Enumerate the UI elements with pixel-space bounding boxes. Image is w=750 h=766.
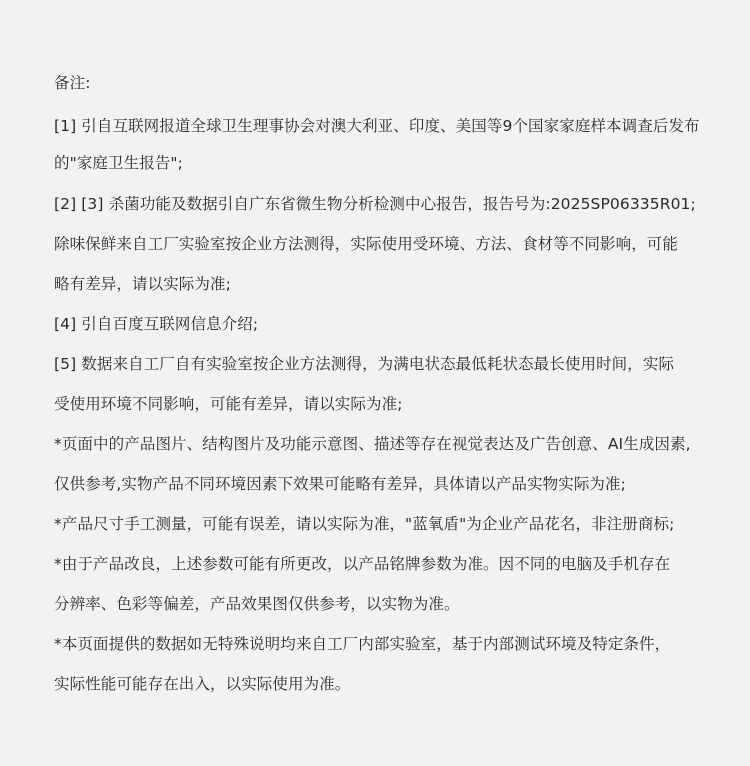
note-line: 除味保鲜来自工厂实验室按企业方法测得，实际使用受环境、方法、食材等不同影响，可能: [54, 235, 679, 253]
note-line: [2] [3] 杀菌功能及数据引自广东省微生物分析检测中心报告，报告号为:2025SP06335R01;: [54, 195, 696, 213]
note-line: *本页面提供的数据如无特殊说明均来自工厂内部实验室，基于内部测试环境及特定条件，: [54, 635, 671, 653]
note-line: *产品尺寸手工测量，可能有误差，请以实际为准，"蓝氧盾"为企业产品花名，非注册商标;: [54, 515, 675, 533]
note-line: 仅供参考,实物产品不同环境因素下效果可能略有差异，具体请以产品实物实际为准;: [54, 475, 626, 493]
note-line: 实际性能可能存在出入，以实际使用为准。: [54, 675, 351, 693]
note-line: 分辨率、色彩等偏差，产品效果图仅供参考，以实物为准。: [54, 595, 460, 613]
note-line: 略有差异，请以实际为准;: [54, 275, 231, 293]
note-line: *页面中的产品图片、结构图片及功能示意图、描述等存在视觉表达及广告创意、AI生成因素,: [54, 435, 691, 453]
note-line: [1] 引自互联网报道全球卫生理事协会对澳大利亚、印度、美国等9个国家家庭样本调查后发布: [54, 117, 700, 135]
note-line: [4] 引自百度互联网信息介绍;: [54, 315, 259, 333]
notes-title: 备注:: [54, 74, 91, 92]
note-line: [5] 数据来自工厂自有实验室按企业方法测得，为满电状态最低耗状态最长使用时间，实际: [54, 355, 675, 373]
note-line: 的"家庭卫生报告";: [54, 154, 183, 172]
note-line: *由于产品改良，上述参数可能有所更改，以产品铭牌参数为准。因不同的电脑及手机存在: [54, 555, 671, 573]
note-line: 受使用环境不同影响，可能有差异，请以实际为准;: [54, 395, 403, 413]
